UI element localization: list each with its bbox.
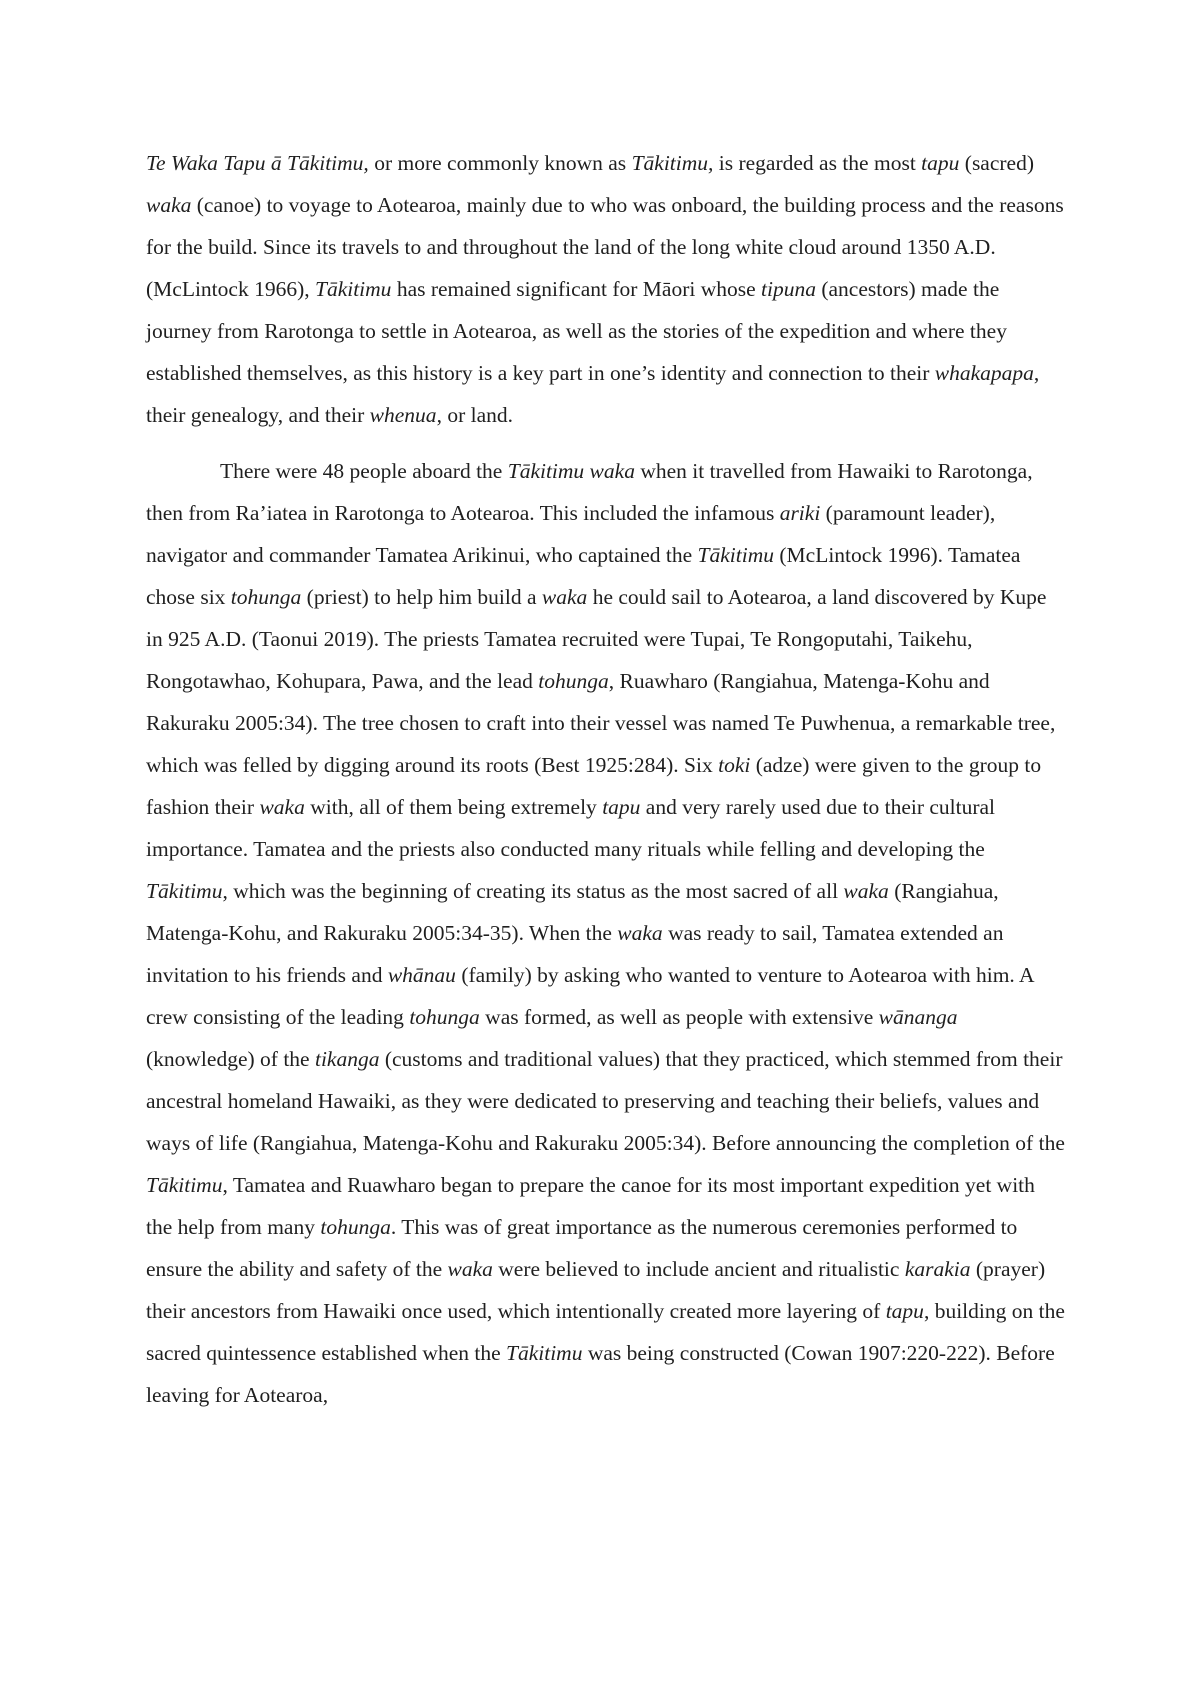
text-run: (priest) to help him build a: [301, 585, 542, 609]
italic-term: ariki: [779, 501, 821, 525]
italic-term: tapu: [885, 1299, 924, 1323]
text-run: , which was the beginning of creating its status as the most sacred of all: [222, 879, 844, 903]
text-run: (knowledge) of the: [146, 1047, 315, 1071]
italic-term: waka: [541, 585, 588, 609]
italic-term: Te Waka Tapu ā Tākitimu,: [146, 151, 369, 175]
text-run: were believed to include ancient and ritualistic: [492, 1257, 905, 1281]
text-run: (McLintock 1996). Tamatea chose six: [146, 543, 1021, 609]
italic-term: Tākitimu,: [631, 151, 714, 175]
italic-term: karakia: [904, 1257, 971, 1281]
italic-term: tapu: [602, 795, 641, 819]
text-run: (Rangiahua, Matenga-Kohu, and Rakuraku 2005:34-35). When the: [146, 879, 999, 945]
italic-term: tapu: [921, 151, 960, 175]
text-run: , their genealogy, and their: [146, 361, 1040, 427]
italic-term: waka: [617, 921, 663, 945]
italic-term: Tākitimu waka: [507, 459, 635, 483]
text-run: , Tamatea and Ruawharo began to prepare the canoe for its most important expedition yet with the help from many: [146, 1173, 1035, 1239]
text-run: , or land.: [436, 403, 513, 427]
paragraph-1: [146, 142, 1066, 436]
text-run: and very rarely used due to their cultural importance. Tamatea and the priests also conducted many rituals while felling and developing the: [146, 795, 996, 861]
italic-term: tipuna: [761, 277, 816, 301]
italic-term: waka: [146, 193, 192, 217]
italic-term: tohunga: [320, 1215, 391, 1239]
italic-term: whakapapa: [934, 361, 1034, 385]
italic-term: waka: [843, 879, 889, 903]
italic-term: Tākitimu: [146, 879, 223, 903]
text-run: has remained significant for Māori whose: [391, 277, 762, 301]
italic-term: toki: [718, 753, 751, 777]
italic-term: Tākitimu: [697, 543, 774, 567]
text-run: (family) by asking who wanted to venture to Aotearoa with him. A crew consisting of the leading: [146, 963, 1034, 1029]
text-run: , building on the sacred quintessence established when the: [146, 1299, 1065, 1365]
italic-term: Tākitimu: [146, 1173, 223, 1197]
text-run: was being constructed (Cowan 1907:220-222). Before leaving for Aotearoa,: [146, 1341, 1055, 1407]
text-run: was formed, as well as people with extensive: [479, 1005, 879, 1029]
italic-term: tikanga: [314, 1047, 380, 1071]
text-run: he could sail to Aotearoa, a land discovered by Kupe in 925 A.D. (Taonui 2019). The priests Tamatea recruited were Tupai, Te Rongoputahi, Taikehu, Rongotawhao, Kohupara, Pawa, and the lead: [146, 585, 1047, 693]
text-run: , Ruawharo (Rangiahua, Matenga-Kohu and Rakuraku 2005:34). The tree chosen to craft into their vessel was named Te Puwhenua, a remarkable tree, which was felled by digging around its roots (Best 1925:284). Six: [146, 669, 1056, 777]
italic-term: whenua: [369, 403, 437, 427]
text-run: (customs and traditional values) that they practiced, which stemmed from their ancestral homeland Hawaiki, as they were dedicated to preserving and teaching their beliefs, values and ways of life (Rangiahua, Matenga-Kohu and Rakuraku 2005:34). Before announcing the completion of the: [146, 1047, 1065, 1155]
italic-term: tohunga: [409, 1005, 480, 1029]
italic-term: Tākitimu: [506, 1341, 583, 1365]
italic-term: tohunga: [538, 669, 609, 693]
text-run: There were 48 people aboard the: [220, 459, 508, 483]
text-run: is regarded as the most: [713, 151, 922, 175]
text-run: or more commonly known as: [368, 151, 632, 175]
text-run: (ancestors) made the journey from Rarotonga to settle in Aotearoa, as well as the stories of the expedition and where they established themselves, as this history is a key part in one’s identity and connection to their: [146, 277, 1007, 385]
italic-term: Tākitimu: [314, 277, 392, 301]
paragraph-2: [146, 450, 1066, 1416]
text-run: with, all of them being extremely: [304, 795, 603, 819]
italic-term: tohunga: [230, 585, 302, 609]
text-run: . This was of great importance as the numerous ceremonies performed to ensure the ability and safety of the: [146, 1215, 1018, 1281]
document-body: [146, 142, 1066, 1416]
text-run: (paramount leader), navigator and commander Tamatea Arikinui, who captained the: [146, 501, 996, 567]
text-run: when it travelled from Hawaiki to Rarotonga, then from Ra’iatea in Rarotonga to Aotearoa. This included the infamous: [146, 459, 1033, 525]
text-run: was ready to sail, Tamatea extended an invitation to his friends and: [146, 921, 1004, 987]
italic-term: waka: [259, 795, 305, 819]
text-run: (adze) were given to the group to fashion their: [146, 753, 1042, 819]
text-run: (sacred): [959, 151, 1035, 175]
italic-term: whānau: [387, 963, 456, 987]
text-run: (canoe) to voyage to Aotearoa, mainly due to who was onboard, the building process and the reasons for the build. Since its travels to and throughout the land of the long white cloud around 1350 A.D. (McLintock 1966),: [146, 193, 1064, 301]
italic-term: wānanga: [878, 1005, 958, 1029]
text-run: (prayer) their ancestors from Hawaiki once used, which intentionally created more layering of: [146, 1257, 1046, 1323]
italic-term: waka: [447, 1257, 493, 1281]
